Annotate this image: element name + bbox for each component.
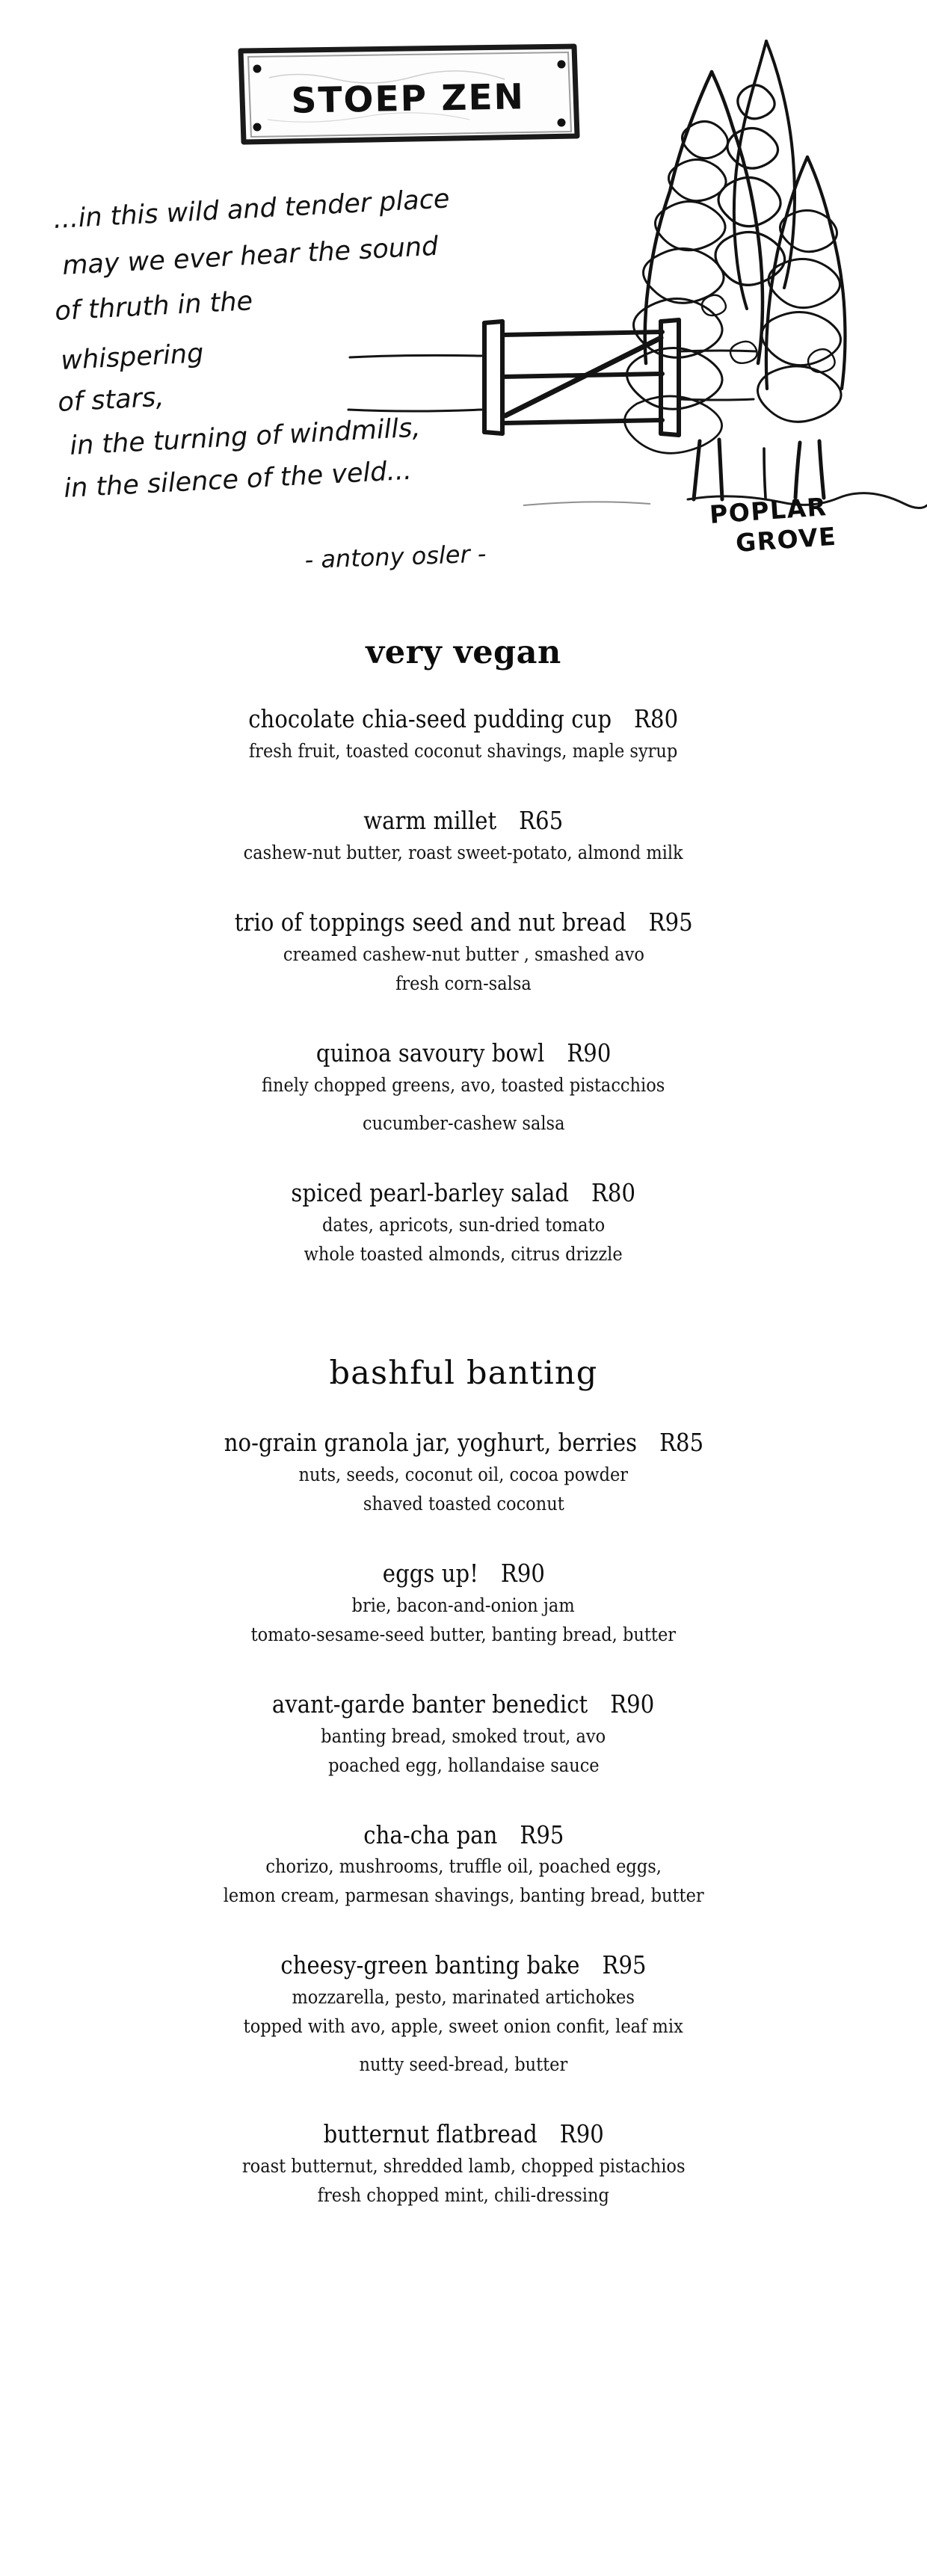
poem-line-4: whispering (60, 339, 205, 376)
menu-item-price: R65 (519, 805, 564, 835)
menu-item-title-row (52, 1429, 875, 1458)
menu-item-price: R80 (634, 704, 679, 733)
menu-item-desc-line: roast butternut, shredded lamb, chopped pistachios (241, 2155, 686, 2178)
menu-item-desc-line: tomato-sesame-seed butter, banting bread, butter (250, 1623, 677, 1645)
trunk-middle (764, 449, 766, 498)
menu-item[interactable] (52, 908, 875, 1039)
menu-item-desc-line: chorizo, mushrooms, truffle oil, poached eggs, (265, 1855, 662, 1878)
sign-screw-top-left (253, 65, 262, 73)
menu-item-title-row (52, 1951, 875, 1980)
place-label-line2: GROVE (734, 521, 838, 558)
menu-item-desc-line: fresh corn-salsa (395, 972, 532, 994)
header-illustration (0, 0, 927, 620)
menu-item-price: R95 (648, 907, 693, 937)
section-heading-very-vegan: very vegan (366, 634, 561, 671)
menu-item[interactable] (52, 1559, 875, 1690)
menu-item-desc-line: fresh chopped mint, chili-dressing (317, 2184, 610, 2207)
menu-item-desc-line: finely chopped greens, avo, toasted pistacchios (262, 1073, 665, 1096)
poem-line-3: of thruth in the (54, 286, 253, 327)
poem-line-1: ...in this wild and tender place (52, 184, 451, 235)
sign-screw-bottom-left (253, 123, 262, 132)
menu-item[interactable] (52, 1951, 875, 2120)
gate-rail-top (502, 332, 662, 335)
menu-item-price: R90 (567, 1038, 612, 1067)
menu-item-title-row (52, 1179, 875, 1208)
menu-item-name: cha-cha pan (363, 1819, 498, 1849)
menu-item[interactable] (52, 1690, 875, 1821)
menu-item-title-row (52, 1690, 875, 1719)
menu-item-desc-line: banting bread, smoked trout, avo (321, 1725, 606, 1747)
menu-item-price: R85 (659, 1427, 703, 1457)
menu-item-desc-line: topped with avo, apple, sweet onion confit, leaf mix (243, 2015, 684, 2038)
menu-item-desc-line: nuts, seeds, coconut oil, cocoa powder (298, 1463, 629, 1485)
menu-item-name: quinoa savoury bowl (315, 1038, 545, 1067)
menu-item-name: spiced pearl-barley salad (291, 1177, 570, 1207)
bottom-spacer (0, 2207, 927, 2215)
poem-line-7: in the silence of the veld... (63, 455, 413, 504)
header-sketch-svg (0, 0, 927, 620)
menu-item-name: trio of toppings seed and nut bread (234, 907, 626, 937)
poem-line-6: in the turning of windmills, (69, 413, 422, 461)
menu-item-price: R90 (610, 1689, 655, 1719)
menu-item-desc-line: mozzarella, pesto, marinated artichokes (292, 1986, 635, 2009)
menu-item-desc-line: dates, apricots, sun-dried tomato (321, 1213, 606, 1236)
gate-rail-bottom (502, 420, 662, 423)
menu-section-bashful-banting (0, 1266, 927, 2208)
menu-item-name: warm millet (363, 805, 497, 835)
poem-attribution: - antony osler - (304, 539, 487, 574)
menu-item[interactable] (52, 1179, 875, 1266)
menu-item-desc-line: poached egg, hollandaise sauce (327, 1754, 600, 1776)
menu-item-name: no-grain granola jar, yoghurt, berries (224, 1427, 637, 1457)
menu-item[interactable] (52, 2120, 875, 2207)
menu-item[interactable] (52, 1039, 875, 1179)
menu-item-desc-line: cucumber-cashew salsa (362, 1112, 565, 1134)
menu-item-price: R95 (520, 1819, 564, 1849)
menu-item-name: butternut flatbread (323, 2119, 538, 2149)
menu-item-title-row (52, 807, 875, 836)
menu-item-name: cheesy-green banting bake (280, 1950, 580, 1980)
menu-item[interactable] (52, 705, 875, 807)
menu-item-title-row (52, 1559, 875, 1589)
menu-body (0, 620, 927, 2215)
menu-item-desc-line: creamed cashew-nut butter , smashed avo (283, 943, 644, 965)
sign-screw-top-right (558, 61, 566, 69)
menu-item-desc-line: fresh fruit, toasted coconut shavings, maple syrup (249, 739, 678, 762)
menu-item-desc-line: cashew-nut butter, roast sweet-potato, almond milk (243, 841, 684, 863)
menu-item[interactable] (52, 1821, 875, 1952)
menu-item-desc-line: shaved toasted coconut (363, 1492, 564, 1515)
menu-item-title-row (52, 705, 875, 734)
menu-item-price: R90 (500, 1558, 545, 1588)
place-label-line1: POPLAR (708, 492, 828, 529)
menu-item-desc-line: whole toasted almonds, citrus drizzle (304, 1242, 623, 1265)
stoep-zen-sign (241, 46, 577, 142)
menu-item-title-row (52, 1039, 875, 1068)
section-heading-bashful-banting: bashful banting (329, 1354, 598, 1392)
fence-wire-right-lower (679, 399, 754, 400)
sign-screw-bottom-right (558, 119, 566, 127)
menu-item-price: R80 (591, 1177, 636, 1207)
menu-item-desc-line: brie, bacon-and-onion jam (351, 1594, 576, 1616)
sign-label: STOEP ZEN (291, 76, 526, 122)
poem-line-5: of stars, (57, 382, 165, 418)
menu-item-title-row (52, 1821, 875, 1850)
menu-item-name: avant-garde banter benedict (272, 1689, 588, 1719)
poem-line-2: may we ever hear the sound (61, 231, 440, 281)
menu-item-price: R90 (559, 2119, 604, 2149)
menu-item[interactable] (52, 1429, 875, 1559)
menu-item-title-row (52, 908, 875, 937)
menu-item-title-row (52, 2120, 875, 2149)
menu-item-price: R95 (602, 1950, 647, 1980)
menu-item-name: chocolate chia-seed pudding cup (248, 704, 612, 733)
menu-item-desc-line: lemon cream, parmesan shavings, banting bread, butter (223, 1885, 704, 1907)
menu-section-very-vegan (0, 620, 927, 1266)
menu-item-desc-line: nutty seed-bread, butter (359, 2053, 568, 2076)
menu-item-name: eggs up! (382, 1558, 478, 1588)
menu-item[interactable] (52, 807, 875, 908)
